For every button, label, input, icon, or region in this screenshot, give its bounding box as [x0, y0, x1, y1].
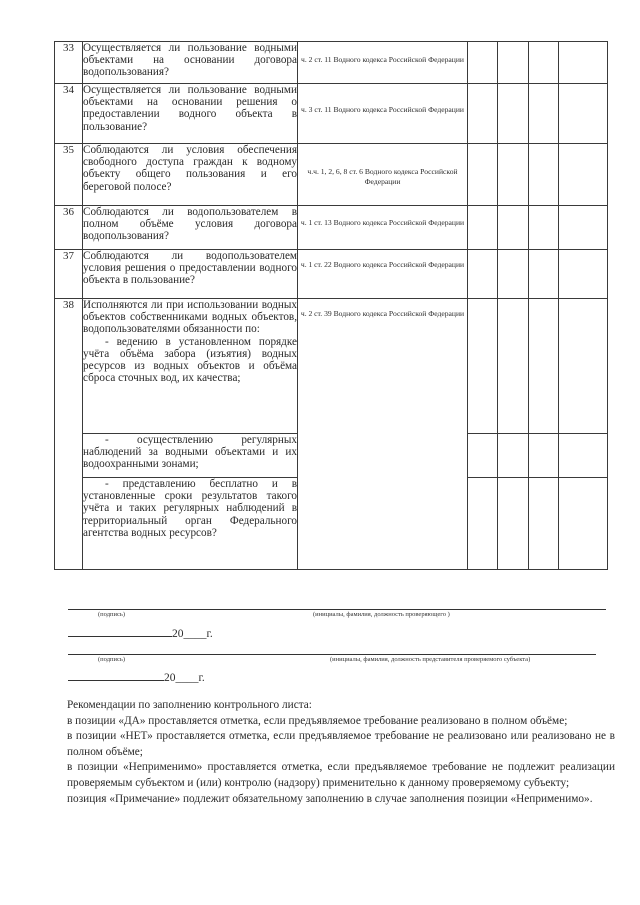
note-cell[interactable] [559, 478, 608, 570]
legal-reference [298, 206, 468, 250]
legal-reference [298, 299, 468, 570]
answer-no-cell[interactable] [498, 42, 529, 84]
answer-yes-cell[interactable] [468, 478, 498, 570]
row-number: 36 [55, 206, 83, 250]
legal-reference-text: ч.ч. 1, 2, 6, 8 ст. 6 Водного кодекса Российской Федерации [307, 167, 458, 186]
answer-no-cell[interactable] [498, 144, 529, 206]
note-cell[interactable] [559, 299, 608, 434]
table-row [55, 144, 608, 206]
answer-na-cell[interactable] [529, 434, 559, 478]
representative-caption: (инициалы, фамилия, должность представителя проверяемого субъекта) [330, 656, 531, 663]
answer-na-cell[interactable] [529, 206, 559, 250]
answer-na-cell[interactable] [529, 478, 559, 570]
answer-na-cell[interactable] [529, 42, 559, 84]
requirement-question [83, 434, 298, 478]
legal-reference-text: ч. 1 ст. 22 Водного кодекса Российской Федерации [300, 260, 465, 269]
answer-no-cell[interactable] [498, 84, 529, 144]
requirement-question: Соблюдаются ли условия обеспечения свободного доступа граждан к водному объекту общего пользования и его береговой полосе? [83, 144, 298, 206]
requirement-question [83, 478, 298, 570]
date-year-text: 20____г. [164, 672, 205, 684]
checklist-table [54, 41, 608, 570]
row-number: 37 [55, 250, 83, 299]
answer-no-cell[interactable] [498, 434, 529, 478]
requirement-subitem: - осуществлению регулярных наблюдений за водными объектами и их водоохранными зонами; [83, 434, 297, 471]
note-cell[interactable] [559, 84, 608, 144]
answer-no-cell[interactable] [498, 250, 529, 299]
legal-reference-text: ч. 2 ст. 39 Водного кодекса Российской Федерации [300, 309, 465, 318]
requirement-subitem: - ведению в установленном порядке учёта объёма забора (изъятия) водных ресурсов из водных объектов и объёма сброса сточных вод, их качества; [83, 335, 297, 385]
requirement-question: Осуществляется ли пользование водными объектами на основании договора водопользования? [83, 42, 298, 84]
legal-reference [298, 144, 468, 206]
date-field[interactable] [68, 669, 205, 684]
recommendation-note: позиция «Примечание» подлежит обязательному заполнению в случае заполнения позиции «Неприменимо». [67, 792, 593, 805]
inspector-caption: (инициалы, фамилия, должность проверяющего ) [313, 611, 450, 618]
recommendation-yes: в позиции «ДА» проставляется отметка, если предъявляемое требование реализовано в полном объёме; [67, 714, 568, 727]
requirement-question: Соблюдаются ли водопользователем в полном объёме условия договора водопользования? [83, 206, 298, 250]
legal-reference-text: ч. 3 ст. 11 Водного кодекса Российской Федерации [301, 105, 464, 114]
row-number: 33 [55, 42, 83, 84]
recommendation-na: в позиции «Неприменимо» проставляется отметка, если предъявляемое требование не подлежит реализации проверяемым субъектом и (или) контролю (надзору) применительно к данному проверяемому субъекту; [67, 761, 615, 789]
filling-recommendations [67, 698, 615, 807]
table-row [55, 206, 608, 250]
requirement-question: Соблюдаются ли водопользователем условия решения о предоставлении водного объекта в пользование? [83, 250, 298, 299]
answer-na-cell[interactable] [529, 299, 559, 434]
answer-no-cell[interactable] [498, 299, 529, 434]
row-number: 38 [55, 299, 83, 570]
signature-caption: (подпись) [98, 611, 125, 618]
answer-yes-cell[interactable] [468, 84, 498, 144]
legal-reference-text: ч. 2 ст. 11 Водного кодекса Российской Федерации [301, 55, 464, 64]
requirement-question [83, 299, 298, 434]
note-cell[interactable] [559, 250, 608, 299]
answer-no-cell[interactable] [498, 478, 529, 570]
answer-yes-cell[interactable] [468, 144, 498, 206]
row-number: 34 [55, 84, 83, 144]
date-year-text: 20____г. [172, 628, 213, 640]
note-cell[interactable] [559, 144, 608, 206]
legal-reference [298, 250, 468, 299]
recommendation-no: в позиции «НЕТ» проставляется отметка, если предъявляемое требование не реализовано или реализовано не в полном объёме; [67, 730, 615, 758]
note-cell[interactable] [559, 206, 608, 250]
answer-na-cell[interactable] [529, 84, 559, 144]
answer-yes-cell[interactable] [468, 250, 498, 299]
legal-reference-text: ч. 1 ст. 13 Водного кодекса Российской Федерации [300, 218, 465, 227]
answer-yes-cell[interactable] [468, 206, 498, 250]
table-row [55, 299, 608, 434]
answer-na-cell[interactable] [529, 250, 559, 299]
answer-yes-cell[interactable] [468, 299, 498, 434]
signature-line[interactable] [68, 609, 606, 610]
table-row [55, 84, 608, 144]
requirement-intro: Исполняются ли при использовании водных объектов собственниками водных объектов, водопользователями обязанности по: [83, 299, 297, 336]
signature-line[interactable] [68, 654, 596, 655]
row-number: 35 [55, 144, 83, 206]
signature-caption: (подпись) [98, 656, 125, 663]
answer-yes-cell[interactable] [468, 434, 498, 478]
note-cell[interactable] [559, 42, 608, 84]
requirement-subitem: - представлению бесплатно и в установленные сроки результатов такого учёта и таких регулярных наблюдений в территориальный орган Федерального агентства водных ресурсов? [83, 478, 297, 539]
recommendations-heading: Рекомендации по заполнению контрольного листа: [67, 699, 312, 711]
table-row [55, 250, 608, 299]
legal-reference [298, 84, 468, 144]
requirement-question: Осуществляется ли пользование водными объектами на основании решения о предоставлении водного объекта в пользование? [83, 84, 298, 144]
note-cell[interactable] [559, 434, 608, 478]
answer-yes-cell[interactable] [468, 42, 498, 84]
answer-no-cell[interactable] [498, 206, 529, 250]
legal-reference [298, 42, 468, 84]
answer-na-cell[interactable] [529, 144, 559, 206]
date-field[interactable] [68, 625, 213, 640]
table-row [55, 42, 608, 84]
